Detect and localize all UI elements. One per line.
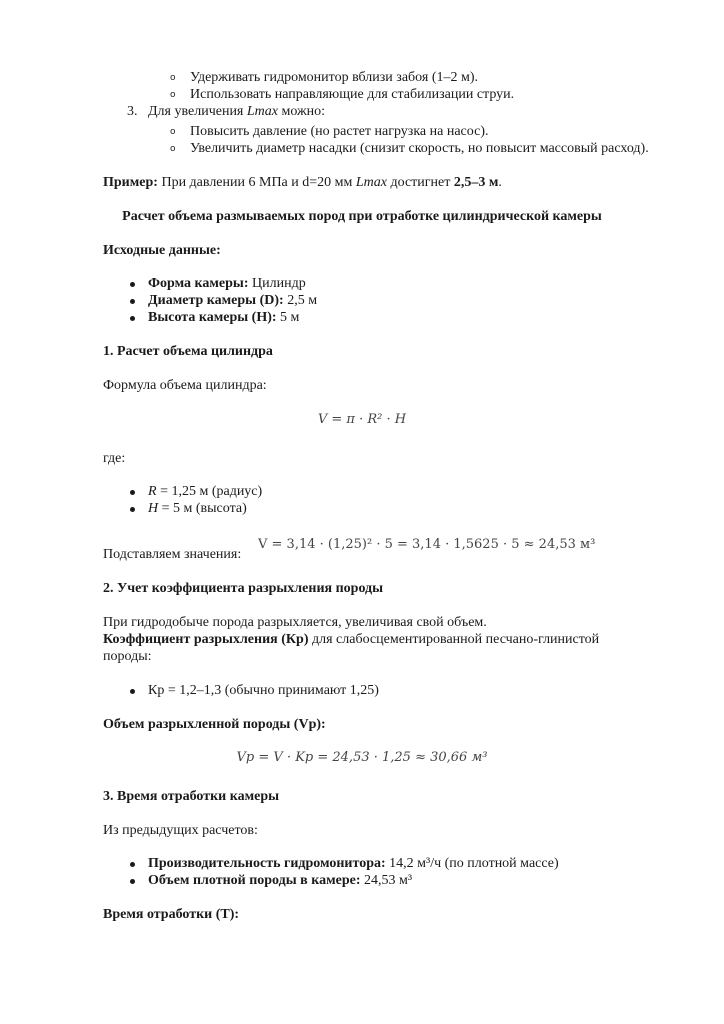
item-suffix: можно: bbox=[281, 104, 326, 119]
var-text: = 5 м (высота) bbox=[161, 501, 247, 516]
bullet-icon bbox=[130, 282, 135, 287]
s3-item bbox=[148, 873, 412, 889]
vp-heading: Объем разрыхленной породы (Vp): bbox=[103, 717, 326, 732]
bullet-icon bbox=[130, 879, 135, 884]
input-value: Цилиндр bbox=[252, 276, 306, 291]
list-item-3 bbox=[127, 104, 325, 120]
sub-bullet-icon: o bbox=[170, 127, 176, 137]
sub-item-3: Повысить давление (но растет нагрузка на насос). bbox=[190, 124, 489, 139]
input-heading: Исходные данные: bbox=[103, 243, 221, 258]
sub-bullet-icon: o bbox=[170, 90, 176, 100]
s3-item-value: 24,53 м³ bbox=[364, 873, 413, 888]
input-value: 2,5 м bbox=[287, 293, 318, 308]
bullet-icon bbox=[130, 862, 135, 867]
s2-line-2 bbox=[103, 632, 599, 648]
var-text: = 1,25 м (радиус) bbox=[160, 484, 263, 499]
s1-var-item bbox=[148, 484, 262, 500]
input-label: Высота камеры (H): bbox=[148, 310, 277, 325]
input-label: Форма камеры: bbox=[148, 276, 249, 291]
bullet-icon bbox=[130, 490, 135, 495]
item-var: Lmax bbox=[246, 104, 278, 119]
vp-formula: Vp = V · Kp = 24,53 · 1,25 ≈ 30,66 м³ bbox=[236, 750, 488, 765]
s3-item-label: Объем плотной породы в камере: bbox=[148, 873, 361, 888]
s2-line-1: При гидродобыче порода разрыхляется, увеличивая свой объем. bbox=[103, 615, 487, 630]
sub-item-1: Удерживать гидромонитор вблизи забоя (1–2 м). bbox=[190, 70, 479, 85]
var-symbol: H bbox=[148, 501, 159, 516]
s3-item-value: 14,2 м³/ч (по плотной массе) bbox=[389, 856, 559, 871]
example-label: Пример: bbox=[103, 175, 158, 190]
sub-item-4: Увеличить диаметр насадки (снизит скорость, но повысит массовый расход). bbox=[190, 141, 649, 156]
bullet-icon bbox=[130, 316, 135, 321]
s1-var-item bbox=[148, 501, 247, 517]
kp-term: Коэффициент разрыхления (Кр) bbox=[103, 632, 309, 647]
section-title: Расчет объема размываемых пород при отработке цилиндрической камеры bbox=[122, 209, 602, 224]
sub-bullet-icon: o bbox=[170, 144, 176, 154]
input-item bbox=[148, 310, 299, 326]
input-item bbox=[148, 276, 306, 292]
s3-intro: Из предыдущих расчетов: bbox=[103, 823, 258, 838]
input-value: 5 м bbox=[280, 310, 300, 325]
kp-rest: для слабосцементированной песчано-глинистой bbox=[312, 632, 600, 647]
s2-line-3: породы: bbox=[103, 649, 152, 664]
s1-subst-formula: V = 3,14 · (1,25)² · 5 = 3,14 · 1,5625 · 5 ≈ 24,53 м³ bbox=[258, 537, 596, 552]
s1-intro: Формула объема цилиндра: bbox=[103, 378, 267, 393]
example-end: . bbox=[498, 175, 502, 190]
s1-where: где: bbox=[103, 451, 126, 466]
s1-heading: 1. Расчет объема цилиндра bbox=[103, 344, 273, 359]
input-item bbox=[148, 293, 317, 309]
s3-heading: 3. Время отработки камеры bbox=[103, 789, 280, 804]
s3-item bbox=[148, 856, 559, 872]
example-line bbox=[103, 175, 502, 191]
time-heading: Время отработки (T): bbox=[103, 907, 240, 922]
item-number: 3. bbox=[127, 104, 138, 119]
bullet-icon bbox=[130, 507, 135, 512]
bullet-icon bbox=[130, 689, 135, 694]
var-symbol: R bbox=[148, 484, 157, 499]
example-value: 2,5–3 м bbox=[453, 175, 499, 190]
item-prefix: Для увеличения bbox=[148, 104, 244, 119]
s1-formula: V = π · R² · H bbox=[317, 412, 407, 427]
s2-bullet: Кр = 1,2–1,3 (обычно принимают 1,25) bbox=[148, 683, 379, 698]
bullet-icon bbox=[130, 299, 135, 304]
example-var: Lmax bbox=[355, 175, 387, 190]
input-label: Диаметр камеры (D): bbox=[148, 293, 284, 308]
s2-heading: 2. Учет коэффициента разрыхления породы bbox=[103, 581, 384, 596]
sub-bullet-icon: o bbox=[170, 73, 176, 83]
example-text-2: достигнет bbox=[390, 175, 451, 190]
s1-subst-label: Подставляем значения: bbox=[103, 547, 242, 562]
example-text-1: При давлении 6 МПа и d=20 мм bbox=[161, 175, 353, 190]
sub-item-2: Использовать направляющие для стабилизации струи. bbox=[190, 87, 515, 102]
s3-item-label: Производительность гидромонитора: bbox=[148, 856, 386, 871]
